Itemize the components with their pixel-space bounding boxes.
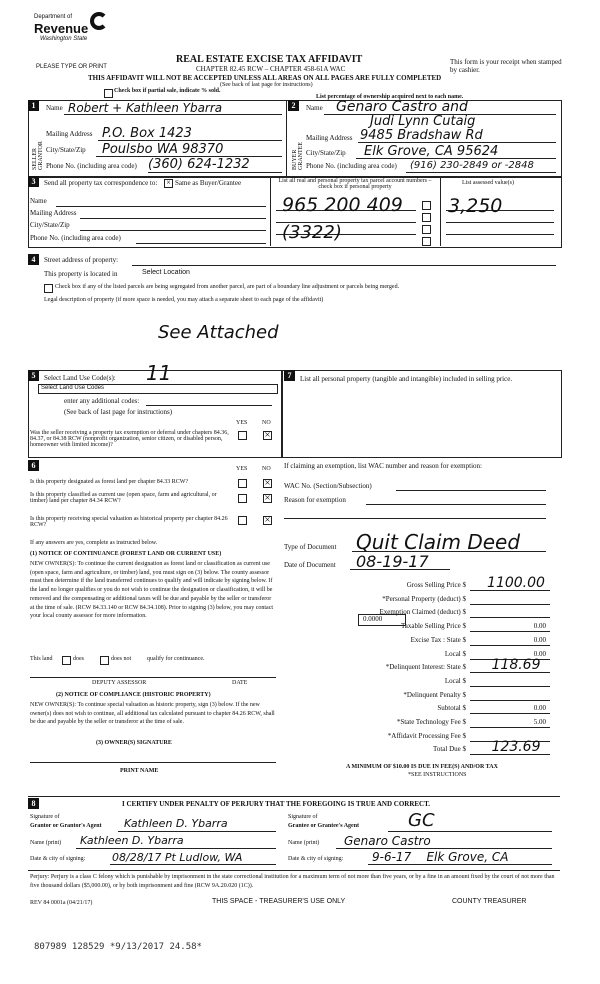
fee-row-label: Local $ [444,676,466,685]
buyer-name-label: Name [306,104,323,112]
fee-row-label: Total Due $ [433,745,466,754]
seller-address-value[interactable]: P.O. Box 1423 [102,126,192,141]
grantor-sig-label1: Signature of [30,814,60,820]
notice-compliance-title: (2) NOTICE OF COMPLIANCE (HISTORIC PROPERTY) [56,692,211,698]
form-title: REAL ESTATE EXCISE TAX AFFIDAVIT [176,54,363,65]
grantor-name-value[interactable]: Kathleen D. Ybarra [80,834,184,847]
additional-codes-label: enter any additional codes: [64,397,140,405]
doc-type-value[interactable]: Quit Claim Deed [356,530,521,554]
buyer-phone-label: Phone No. (including area code) [306,162,397,170]
corr-phone-label: Phone No. (including area code) [30,234,121,242]
seller-phone-value[interactable]: (360) 624-1232 [148,157,250,172]
partial-sale-label: Check box if partial sale, indicate % sold. [114,88,221,94]
exemption-wac-heading: If claiming an exemption, list WAC number and reason for exemption: [284,462,482,470]
form-chapter: CHAPTER 82.45 RCW – CHAPTER 458-61A WAC [196,65,346,73]
fee-row-label: Exemption Claimed (deduct) $ [379,608,466,617]
ownership-pct-label: List percentage of ownership acquired next to each name. [316,94,464,100]
buyer-address-value[interactable]: 9485 Bradshaw Rd [360,128,483,143]
fee-row-value[interactable]: 1100.00 [487,575,545,591]
exemption-yes-checkbox[interactable] [238,431,247,440]
seller-address-label: Mailing Address [46,130,93,138]
fee-row-label: Taxable Selling Price $ [400,622,466,631]
fee-row-label: *Affidavit Processing Fee $ [387,731,466,740]
parcel-checkbox-1[interactable] [422,201,431,210]
parcel-checkbox-4[interactable] [422,237,431,246]
does-label: does [73,656,84,662]
exemption-no-checkbox[interactable]: × [264,429,271,441]
notice-continuance-body: NEW OWNER(S): To continue the current designation as forest land or classification as current use (open space, farm and agriculture, or timber) land, you must sign on (3) below. The county assessor must then determine if the land transferred continues to qualify and will indicate by signing below. If the land no longer qualifies or you do not wish to continue the designation or classification, it will be removed and the compensating or additional taxes will be due and payable by the seller or transferor at the time of sale. (RCW 84.33.140 or RCW 84.34.108). Prior to signing (3) below, you may contact your local county assessor for more information. [30,561,274,620]
legal-description-value[interactable]: See Attached [158,322,279,343]
seller-name-value[interactable]: Robert + Kathleen Ybarra [68,101,223,115]
partial-sale-checkbox[interactable] [104,89,113,98]
current-use-no-checkbox[interactable]: × [264,492,271,504]
doc-date-value[interactable]: 08-19-17 [356,552,429,571]
treasurer-space-label: THIS SPACE - TREASURER'S USE ONLY [212,898,346,905]
grantee-name-value[interactable]: Genaro Castro [344,834,431,848]
notice-continuance-title: (1) NOTICE OF CONTINUANCE (FOREST LAND OR CURRENT USE) [30,551,222,557]
grantee-name-label: Name (print) [288,840,320,846]
treasurer-stamp: 807989 128529 *9/13/2017 24.58* [34,942,202,952]
corr-name-label: Name [30,197,47,205]
buyer-name-value2[interactable]: Judi Lynn Cutaig [370,114,476,129]
corr-city-label: City/State/Zip [30,221,70,229]
wac-no-label: WAC No. (Section/Subsection) [284,482,372,490]
located-label: This property is located in [44,270,118,278]
revenue-swirl-icon [90,12,108,30]
does-not-checkbox[interactable] [100,656,109,665]
fee-row-label: Subtotal $ [437,704,466,713]
if-yes-note: If any answers are yes, complete as instructed below. [30,540,158,546]
buyer-name-value1[interactable]: Genaro Castro and [336,99,468,115]
does-checkbox[interactable] [62,656,71,665]
forest-yes-checkbox[interactable] [238,479,247,488]
grantee-date-city-label: Date & city of signing: [288,856,344,862]
grantor-date-city-label: Date & city of signing: [30,856,86,862]
qualify-label: qualify for continuance. [147,656,205,662]
form-notice: THIS AFFIDAVIT WILL NOT BE ACCEPTED UNLESS ALL AREAS ON ALL PAGES ARE FULLY COMPLETED [88,74,442,82]
street-address-label: Street address of property: [44,256,119,264]
perjury-note: Perjury: Perjury is a class C felony which is punishable by imprisonment in the state correctional institution for a maximum term of not more than five years, or by a fine in an amount fixed by the court of not more than five thousand dollars ($5,000.00), or by both imprisonment and fine (RCW 9A.20.020 (1C)). [30,874,555,889]
fee-row-value[interactable]: 118.69 [491,657,541,674]
fee-row-value[interactable]: 0.00 [533,704,546,713]
historic-question: Is this property receiving special valuation as historical property per chapter 84.26 RCW? [30,516,228,528]
land-use-see-back: (See back of last page for instructions) [64,408,173,416]
grantor-sig-label2: Grantor or Grantor's Agent [30,823,102,829]
minimum-due-note: A MINIMUM OF $10.00 IS DUE IN FEE(S) AND/OR TAX [346,764,498,770]
local-rate-box[interactable] [358,614,406,626]
section5-yes: YES [236,420,248,426]
grantor-date-city-value[interactable]: 08/28/17 Pt Ludlow, WA [112,851,243,864]
current-use-question: Is this property classified as current use (open space, farm and agricultural, or timber) land per chapter 84.34 RCW? [30,492,217,504]
grantee-sig-label1: Signature of [288,814,318,820]
land-use-select-label: Select Land Use Codes [41,385,105,391]
fee-row-value[interactable]: 5.00 [533,718,546,726]
form-number: REV 84 0001a (04/21/17) [30,900,93,906]
seller-city-label: City/State/Zip [46,146,86,154]
parcel-header: List all real and personal property tax parcel account numbers – check box if personal property [278,178,432,190]
fee-row-label: Local $ [444,649,466,658]
section-7-badge: 7 [284,370,295,381]
section6-yes: YES [236,466,248,472]
fee-row-value[interactable]: 0.00 [533,622,546,631]
segregated-label: Check box if any of the listed parcels are being segregated from another parcel, are part of a boundary line adjustment or parcels being merged. [55,284,400,290]
print-name-label: PRINT NAME [120,768,159,774]
personal-property-label: List all personal property (tangible and intangible) included in selling price. [300,375,513,383]
section-5-badge: 5 [28,370,39,381]
owner-signature-label: (3) OWNER(S) SIGNATURE [96,740,172,746]
same-as-buyer-label: Same as Buyer/Grantee [175,179,242,187]
notice-compliance-body: NEW OWNER(S): To continue special valuation as historic property, sign (3) below. If the new owner(s) does not wish to continue, all additional tax calculated pursuant to chapter 84.26 RCW, shall be due and payable by the seller or transferor at the time of sale. [30,702,275,726]
buyer-address-label: Mailing Address [306,134,353,142]
buyer-side-label: BUYER GRANTEE [292,142,304,170]
land-use-select[interactable] [38,384,278,394]
parcel-checkbox-2[interactable] [422,213,431,222]
same-as-buyer-checkbox[interactable]: × [164,179,173,188]
dept-line3: Washington State [40,36,88,42]
grantee-sig-label2: Grantee or Grantee's Agent [288,823,360,829]
see-instructions-note: *SEE INSTRUCTIONS [408,772,467,778]
segregated-checkbox[interactable] [44,284,53,293]
certify-statement: I CERTIFY UNDER PENALTY OF PERJURY THAT THE FOREGOING IS TRUE AND CORRECT. [122,800,431,808]
grantee-date-city-value[interactable]: 9-6-17 Elk Grove, CA [372,850,509,864]
historic-yes-checkbox[interactable] [238,516,247,525]
reason-label: Reason for exemption [284,496,346,504]
this-land-label: This land [30,656,53,662]
fee-row-label: Gross Selling Price $ [406,581,466,589]
section-8-badge: 8 [28,798,39,809]
parcel-value-1[interactable]: 965 200 409 [282,194,403,216]
dept-line2: Revenue [34,21,89,36]
land-use-label: Select Land Use Code(s): [44,374,116,382]
land-use-value[interactable]: 11 [146,361,172,385]
buyer-city-label: City/State/Zip [306,149,346,157]
corr-address-label: Mailing Address [30,209,77,217]
current-use-yes-checkbox[interactable] [238,494,247,503]
fee-row-label: Excise Tax : State $ [410,635,466,644]
parcel-value-2[interactable]: (3322) [282,222,342,243]
department-logo [34,12,124,58]
fee-row-label: *Delinquent Interest: State $ [385,663,466,672]
see-back-note: (See back of last page for instructions) [220,82,313,88]
buyer-phone-value[interactable]: (916) 230-2849 or -2848 [410,160,534,171]
assessed-value[interactable]: 3,250 [448,195,503,217]
forest-land-question: Is this property designated as forest land per chapter 84.33 RCW? [30,479,189,485]
section-2-badge: 2 [288,100,299,111]
fee-row-label: *Personal Property (deduct) $ [382,594,466,603]
parcel-checkbox-3[interactable] [422,225,431,234]
deputy-assessor-label: DEPUTY ASSESSOR [92,680,147,686]
assessed-header: List assessed value(s) [462,180,514,186]
receipt-note: This form is your receipt when stamped by cashier. [450,58,562,74]
section-1-badge: 1 [28,100,39,111]
fee-row-value[interactable]: 0.00 [533,635,546,644]
seller-phone-label: Phone No. (including area code) [46,162,137,170]
grantee-signature[interactable]: GC [408,810,435,831]
section-6-badge: 6 [28,460,39,471]
historic-no-checkbox[interactable]: × [264,514,271,526]
doc-date-label: Date of Document [284,561,336,569]
seller-side-label: SELLER GRANTOR [32,141,44,170]
legal-description-label: Legal description of property (if more space is needed, you may attach a separate sheet to each page of the affidavit) [44,297,324,303]
seller-name-label: Name [46,104,63,112]
please-type: PLEASE TYPE OR PRINT [36,64,107,70]
local-rate-value: 0.0000 [363,615,383,623]
fee-row-value[interactable]: 0.00 [533,649,546,658]
section-3-badge: 3 [28,176,39,187]
county-treasurer-label: COUNTY TREASURER [452,898,527,905]
exemption-question: Was the seller receiving a property tax exemption or deferral under chapters 84.36, 84.37, or 84.38 RCW (nonprofit organization, senior citizen, or disabled person, homeowner with limited income)? [30,430,229,448]
section6-no: NO [262,466,271,472]
section-4-badge: 4 [28,254,39,265]
seller-city-value[interactable]: Poulsbo WA 98370 [102,142,224,157]
location-select[interactable]: Select Location [142,269,190,276]
fee-row-label: *Delinquent Penalty $ [403,690,466,699]
grantor-signature[interactable]: Kathleen D. Ybarra [124,817,228,830]
forest-no-checkbox[interactable]: × [264,477,271,489]
dept-line1: Department of [34,14,73,20]
does-not-label: does not [111,656,132,662]
doc-type-label: Type of Document [284,543,337,551]
send-correspondence-label: Send all property tax correspondence to: [44,179,158,187]
deputy-date-label: DATE [232,680,248,686]
grantor-name-label: Name (print) [30,840,62,846]
section5-no: NO [262,420,271,426]
fee-row-value[interactable]: 123.69 [491,739,541,756]
buyer-city-value[interactable]: Elk Grove, CA 95624 [364,144,499,159]
fee-row-label: *State Technology Fee $ [396,718,466,726]
